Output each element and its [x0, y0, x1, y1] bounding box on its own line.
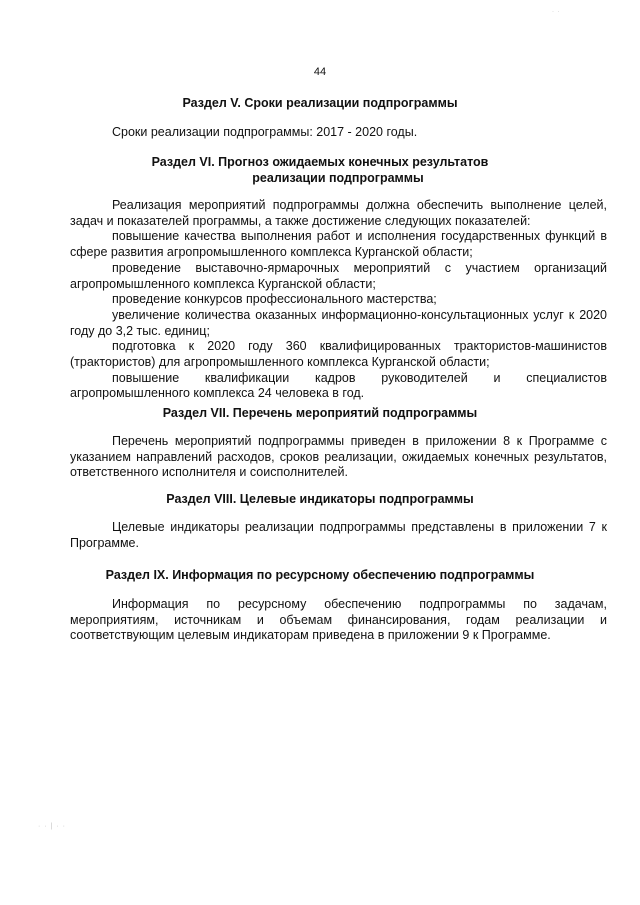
section-6-paragraph: Реализация мероприятий подпрограммы должна обеспечить выполнение целей, задач и показателей программы, а также достижение следующих показателей: [70, 198, 607, 228]
section-6-paragraph: подготовка к 2020 году 360 квалифицированных трактористов-машинистов (трактористов) для агропромышленного комплекса Курганской области; [70, 339, 607, 370]
section-5-paragraph: Сроки реализации подпрограммы: 2017 - 2020 годы. [112, 125, 418, 139]
section-5-heading: Раздел V. Сроки реализации подпрограммы [182, 96, 458, 110]
section-6-text [70, 198, 607, 402]
section-6-paragraph: повышение качества выполнения работ и исполнения государственных функций в сфере развития агропромышленного комплекса Курганской области; [70, 229, 607, 260]
section-6-paragraph: увеличение количества оказанных информационно-консультационных услуг к 2020 году до 3,2 тыс. единиц; [70, 307, 607, 338]
scan-mark-bottom: · · | · · [38, 823, 66, 830]
section-6-paragraph: проведение выставочно-ярмарочных мероприятий с участием организаций агропромышленного комплекса Курганской области; [70, 260, 607, 291]
section-6-paragraph: проведение конкурсов профессионального мастерства; [112, 292, 437, 307]
section-9-heading: Раздел IX. Информация по ресурсному обеспечению подпрограммы [105, 568, 535, 582]
scan-mark-top: · · [552, 9, 561, 15]
section-8-heading: Раздел VIII. Целевые индикаторы подпрограммы [166, 492, 474, 506]
section-6-heading [0, 154, 640, 186]
section-7-paragraph: Перечень мероприятий подпрограммы приведен в приложении 8 к Программе с указанием направлений расходов, сроков реализации, ожидаемых конечных результатов, ответственного исполнителя и соисполнителей. [70, 434, 607, 480]
section-6-heading-line-2: реализации подпрограммы [252, 171, 424, 185]
section-7-heading: Раздел VII. Перечень мероприятий подпрограммы [162, 406, 478, 420]
page-number: 44 [313, 66, 327, 78]
section-9-paragraph: Информация по ресурсному обеспечению подпрограммы по задачам, мероприятиям, источникам и объемам финансирования, годам реализации и соответствующим целевым индикаторам приведена в приложении 9 к Программе. [70, 597, 607, 643]
section-7-text [70, 434, 607, 481]
section-5-text [70, 125, 607, 141]
section-6-paragraph: повышение квалификации кадров руководителей и специалистов агропромышленного комплекса 24 человека в год. [70, 370, 607, 401]
section-6-heading-line-1: Раздел VI. Прогноз ожидаемых конечных результатов [151, 155, 489, 169]
section-9-text [70, 597, 607, 644]
section-8-paragraph: Целевые индикаторы реализации подпрограммы представлены в приложении 7 к Программе. [70, 520, 607, 550]
section-8-text [70, 520, 607, 551]
